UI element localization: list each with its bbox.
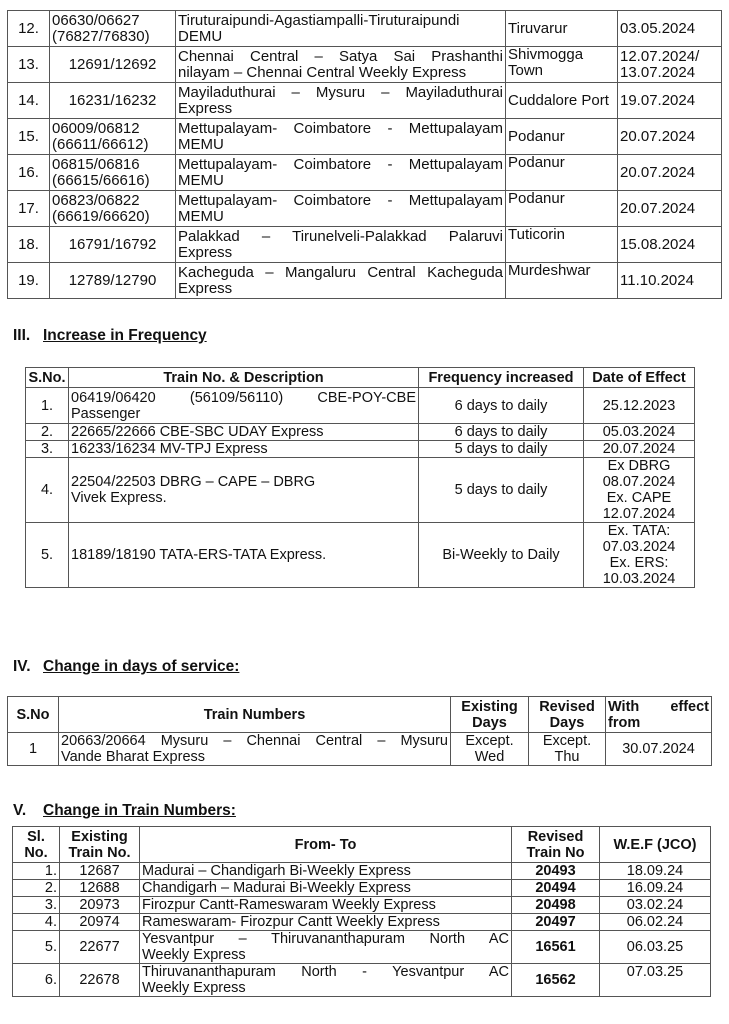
- header-wef: W.E.F (JCO): [600, 827, 711, 863]
- serial-number: 17.: [8, 191, 50, 227]
- header-revised-days: Revised Days: [529, 697, 606, 733]
- table-row: [13, 880, 711, 897]
- train-description: 22504/22503 DBRG – CAPE – DBRG Vivek Express.: [69, 458, 419, 523]
- section-iv-heading: [13, 658, 239, 676]
- train-numbers: 20663/20664 Mysuru – Chennai Central – Mysuru Vande Bharat Express: [59, 733, 451, 766]
- train-description: Mettupalayam- Coimbatore - Mettupalayam MEMU: [176, 191, 506, 227]
- train-description: Mettupalayam- Coimbatore - Mettupalayam MEMU: [176, 119, 506, 155]
- serial-number: 18.: [8, 227, 50, 263]
- revised-train-number: 16561: [512, 931, 600, 964]
- date-of-effect: 25.12.2023: [584, 388, 695, 424]
- with-effect-from: 06.03.25: [600, 931, 711, 964]
- train-description: 22665/22666 CBE-SBC UDAY Express: [69, 424, 419, 441]
- table-row: [8, 191, 722, 227]
- date-of-effect: Ex. TATA: 07.03.2024 Ex. ERS: 10.03.2024: [584, 523, 695, 588]
- with-effect-from: 16.09.24: [600, 880, 711, 897]
- effective-date: 20.07.2024: [618, 155, 722, 191]
- section-iii-heading: [13, 327, 207, 345]
- table-row: [8, 227, 722, 263]
- header-frequency: Frequency increased: [419, 368, 584, 388]
- route: Madurai – Chandigarh Bi-Weekly Express: [140, 863, 512, 880]
- route: Firozpur Cantt-Rameswaram Weekly Express: [140, 897, 512, 914]
- table-row: [8, 119, 722, 155]
- frequency-change: 6 days to daily: [419, 388, 584, 424]
- revised-train-number: 16562: [512, 964, 600, 997]
- station: Tuticorin: [506, 227, 618, 263]
- section-title: Change in days of service:: [43, 658, 240, 675]
- train-number: 06823/06822 (66619/66620): [50, 191, 176, 227]
- effective-date: 15.08.2024: [618, 227, 722, 263]
- table-row: [8, 11, 722, 47]
- train-description: Palakkad – Tirunelveli-Palakkad Palaruvi Express: [176, 227, 506, 263]
- header-revised-train-no: Revised Train No: [512, 827, 600, 863]
- frequency-change: 5 days to daily: [419, 441, 584, 458]
- train-number: 16791/16792: [50, 227, 176, 263]
- serial-number: 12.: [8, 11, 50, 47]
- with-effect-from: 06.02.24: [600, 914, 711, 931]
- with-effect-from: 07.03.25: [600, 964, 711, 997]
- train-description: Kacheguda – Mangaluru Central Kacheguda Express: [176, 263, 506, 299]
- train-number: 16231/16232: [50, 83, 176, 119]
- train-description: Chennai Central – Satya Sai Prashanthi nilayam – Chennai Central Weekly Express: [176, 47, 506, 83]
- effective-date: 20.07.2024: [618, 119, 722, 155]
- serial-number: 5.: [26, 523, 69, 588]
- serial-number: 2.: [26, 424, 69, 441]
- table-row: [8, 155, 722, 191]
- table-row: [8, 47, 722, 83]
- serial-number: 1.: [26, 388, 69, 424]
- effective-date: 03.05.2024: [618, 11, 722, 47]
- frequency-change: Bi-Weekly to Daily: [419, 523, 584, 588]
- header-train-numbers: Train Numbers: [59, 697, 451, 733]
- train-description: Mayiladuthurai – Mysuru – Mayiladuthurai Express: [176, 83, 506, 119]
- existing-train-number: 12687: [60, 863, 140, 880]
- train-description: Mettupalayam- Coimbatore - Mettupalayam MEMU: [176, 155, 506, 191]
- table-row: [26, 441, 695, 458]
- date-of-effect: Ex DBRG 08.07.2024 Ex. CAPE 12.07.2024: [584, 458, 695, 523]
- terminal-change-table: [7, 10, 722, 299]
- serial-number: 16.: [8, 155, 50, 191]
- train-description: Tiruturaipundi-Agastiampalli-Tiruturaipundi DEMU: [176, 11, 506, 47]
- effective-date: 12.07.2024/ 13.07.2024: [618, 47, 722, 83]
- header-from-to: From- To: [140, 827, 512, 863]
- train-description: 18189/18190 TATA-ERS-TATA Express.: [69, 523, 419, 588]
- revised-days: Except. Thu: [529, 733, 606, 766]
- frequency-increase-table: [25, 367, 695, 588]
- station: Shivmogga Town: [506, 47, 618, 83]
- train-number-change-table: [12, 826, 711, 997]
- route: Chandigarh – Madurai Bi-Weekly Express: [140, 880, 512, 897]
- section-title: Change in Train Numbers:: [43, 802, 236, 819]
- effective-date: 11.10.2024: [618, 263, 722, 299]
- existing-train-number: 12688: [60, 880, 140, 897]
- serial-number: 13.: [8, 47, 50, 83]
- revised-train-number: 20497: [512, 914, 600, 931]
- existing-train-number: 22677: [60, 931, 140, 964]
- serial-number: 1.: [13, 863, 60, 880]
- table-row: [13, 931, 711, 964]
- station: Murdeshwar: [506, 263, 618, 299]
- route: Rameswaram- Firozpur Cantt Weekly Express: [140, 914, 512, 931]
- section-v-heading: [13, 802, 236, 820]
- frequency-change: 6 days to daily: [419, 424, 584, 441]
- serial-number: 1: [8, 733, 59, 766]
- header-existing-train-no: Existing Train No.: [60, 827, 140, 863]
- header-sl-no: Sl. No.: [13, 827, 60, 863]
- train-number: 12691/12692: [50, 47, 176, 83]
- serial-number: 15.: [8, 119, 50, 155]
- with-effect-from: 03.02.24: [600, 897, 711, 914]
- serial-number: 5.: [13, 931, 60, 964]
- train-number: 06630/06627 (76827/76830): [50, 11, 176, 47]
- frequency-change: 5 days to daily: [419, 458, 584, 523]
- train-number: 06815/06816 (66615/66616): [50, 155, 176, 191]
- revised-train-number: 20498: [512, 897, 600, 914]
- table-row: [13, 863, 711, 880]
- section-number: IV.: [13, 658, 31, 675]
- section-number: III.: [13, 327, 31, 344]
- table-row: [26, 388, 695, 424]
- existing-train-number: 20974: [60, 914, 140, 931]
- days-of-service-table: [7, 696, 712, 766]
- table-row: [13, 914, 711, 931]
- serial-number: 2.: [13, 880, 60, 897]
- header-existing-days: Existing Days: [451, 697, 529, 733]
- table-row: [8, 83, 722, 119]
- with-effect-from: 18.09.24: [600, 863, 711, 880]
- date-of-effect: 20.07.2024: [584, 441, 695, 458]
- table-row: [8, 733, 712, 766]
- revised-train-number: 20493: [512, 863, 600, 880]
- table-row: [13, 897, 711, 914]
- serial-number: 3.: [26, 441, 69, 458]
- header-date-of-effect: Date of Effect: [584, 368, 695, 388]
- station: Podanur: [506, 119, 618, 155]
- date-of-effect: 05.03.2024: [584, 424, 695, 441]
- existing-train-number: 20973: [60, 897, 140, 914]
- section-title: Increase in Frequency: [43, 327, 207, 344]
- train-description: 06419/06420 (56109/56110) CBE-POY-CBE Passenger: [69, 388, 419, 424]
- table-row: [26, 523, 695, 588]
- with-effect-from: 30.07.2024: [606, 733, 712, 766]
- revised-train-number: 20494: [512, 880, 600, 897]
- train-number: 06009/06812 (66611/66612): [50, 119, 176, 155]
- serial-number: 14.: [8, 83, 50, 119]
- effective-date: 20.07.2024: [618, 191, 722, 227]
- header-sno: S.No: [8, 697, 59, 733]
- table-row: [26, 424, 695, 441]
- train-number: 12789/12790: [50, 263, 176, 299]
- table-row: [26, 458, 695, 523]
- existing-days: Except. Wed: [451, 733, 529, 766]
- serial-number: 3.: [13, 897, 60, 914]
- station: Podanur: [506, 191, 618, 227]
- table-row: [8, 263, 722, 299]
- header-with-effect-from: With effect from: [606, 697, 712, 733]
- route: Yesvantpur – Thiruvananthapuram North AC Weekly Express: [140, 931, 512, 964]
- section-number: V.: [13, 802, 27, 819]
- station: Tiruvarur: [506, 11, 618, 47]
- table-row: [13, 964, 711, 997]
- header-train-description: Train No. & Description: [69, 368, 419, 388]
- serial-number: 4.: [13, 914, 60, 931]
- station: Podanur: [506, 155, 618, 191]
- serial-number: 6.: [13, 964, 60, 997]
- train-description: 16233/16234 MV-TPJ Express: [69, 441, 419, 458]
- serial-number: 4.: [26, 458, 69, 523]
- station: Cuddalore Port: [506, 83, 618, 119]
- existing-train-number: 22678: [60, 964, 140, 997]
- serial-number: 19.: [8, 263, 50, 299]
- route: Thiruvananthapuram North - Yesvantpur AC Weekly Express: [140, 964, 512, 997]
- header-sno: S.No.: [26, 368, 69, 388]
- effective-date: 19.07.2024: [618, 83, 722, 119]
